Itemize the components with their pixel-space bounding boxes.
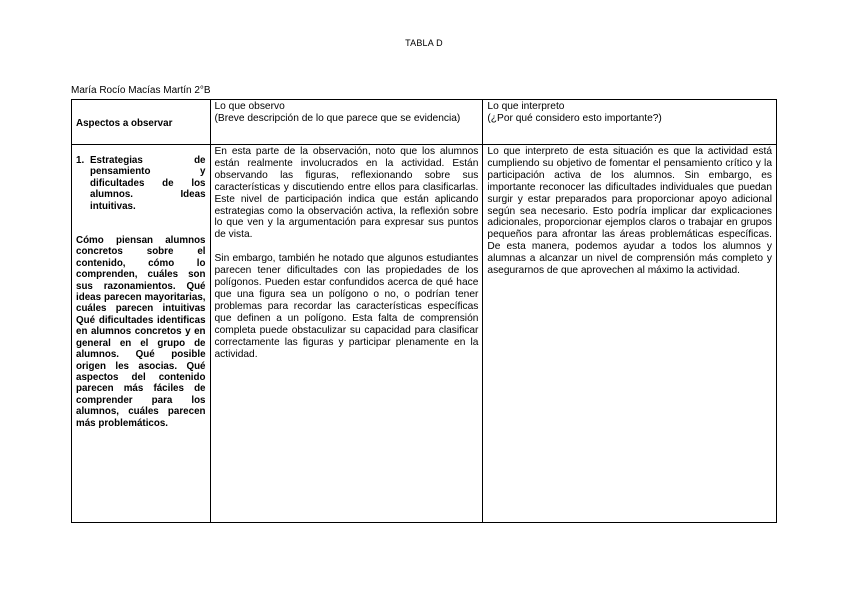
aspect-number: 1. (76, 155, 85, 166)
header-observe-title: Lo que observo (214, 101, 285, 112)
header-observe-subtitle: (Breve descripción de lo que parece que se evidencia) (214, 112, 461, 124)
aspect-cell (72, 145, 211, 523)
header-interpret (483, 100, 777, 145)
header-interpret-subtitle: (¿Por qué considero esto importante?) (487, 112, 662, 124)
aspect-questions: Cómo piensan alumnos concretos sobre el contenido, cómo lo comprenden, cuáles son sus razonamientos. Qué ideas parecen mayoritarias, cuáles parecen intuitivas Qué dificultades identificas en alumnos concretos y en general en el grupo de alumnos. Qué posible origen les asocias. Qué aspectos del contenido parecen más fáciles de comprender para los alumnos, cuáles parecen más problemáticos. (76, 235, 206, 429)
header-interpret-title: Lo que interpreto (487, 101, 565, 112)
aspect-title: Estrategias de pensamiento y dificultades de los alumnos. Ideas intuitivas. (90, 155, 206, 212)
header-observe (210, 100, 483, 145)
observe-cell (210, 145, 483, 523)
observe-paragraph-2: Sin embargo, también he notado que algunos estudiantes parecen tener dificultades con las propiedades de los polígonos. Pueden estar confundidos acerca de qué hace que una figura sea un polígono o no, o podrían tener problemas para recordar las características específicas que definen a un polígono. Esta falta de comprensión completa puede obstaculizar su capacidad para clasificar correctamente las figuras y participar plenamente en la actividad. (214, 253, 479, 360)
header-aspects: Aspectos a observar (72, 100, 211, 145)
observation-table (71, 99, 777, 523)
interpret-cell (483, 145, 777, 523)
interpret-paragraph-1: Lo que interpreto de esta situación es que la actividad está cumpliendo su objetivo de fomentar el pensamiento crítico y la participación activa de los alumnos. Sin embargo, es importante reconocer las dificultades individuales que puedan surgir y estar preparados para proporcionar apoyo adicional según sea necesario. Esto podría implicar dar explicaciones adicionales, proporcionar ejemplos claros o trabajar en grupos pequeños para afrontar las áreas problemáticas específicas. De esta manera, podemos ayudar a todos los alumnos y alumnas a alcanzar un nivel de comprensión más completo y asegurarnos de que aprovechen al máximo la actividad. (487, 146, 772, 277)
table-row (72, 145, 777, 523)
author-line: María Rocío Macías Martín 2°B (71, 85, 211, 96)
page-title: TABLA D (405, 38, 443, 48)
observe-paragraph-1: En esta parte de la observación, noto que los alumnos están realmente involucrados en la actividad. Están observando las figuras, reflexionando sobre sus características y discutiendo entre ellos para clasificarlas. Este nivel de participación indica que están aplicando estrategias como la observación activa, la reflexión sobre lo que ven y la argumentación para expresar sus puntos de vista. (214, 146, 479, 241)
aspect-item (76, 155, 206, 212)
table-header-row (72, 100, 777, 145)
